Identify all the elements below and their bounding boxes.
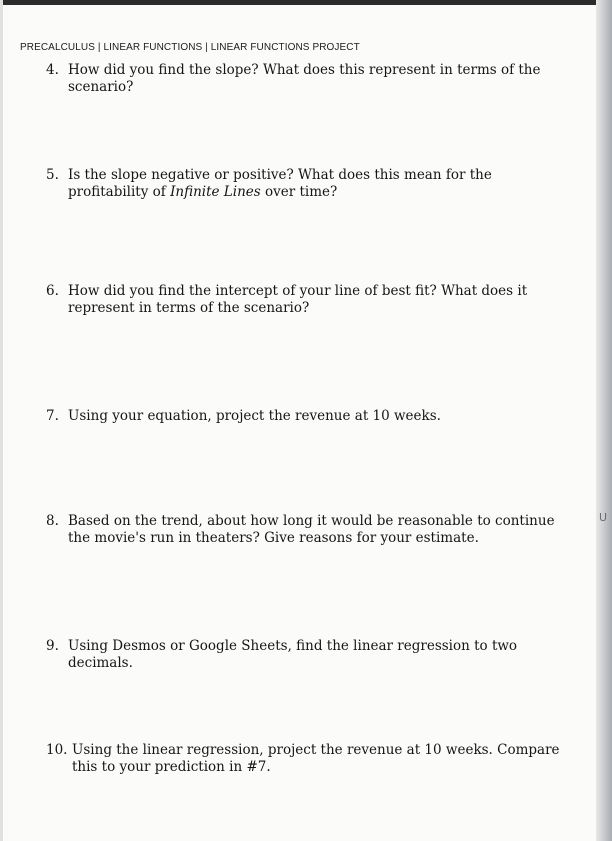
question-4	[46, 62, 576, 96]
page-header: PRECALCULUS | LINEAR FUNCTIONS | LINEAR FUNCTIONS PROJECT	[20, 42, 360, 53]
right-page-edge	[596, 0, 612, 841]
edge-mark: U	[599, 511, 608, 524]
question-text-start: Is the slope negative or positive? What does this mean for the profitability of	[68, 167, 492, 200]
question-number: 10.	[46, 742, 68, 758]
question-text: Based on the trend, about how long it would be reasonable to continue the movie's run in theaters? Give reasons for your estimate.	[68, 513, 555, 546]
question-number: 9.	[46, 638, 59, 654]
question-text: Using the linear regression, project the revenue at 10 weeks. Compare this to your prediction in #7.	[72, 742, 560, 775]
question-text: How did you find the intercept of your line of best fit? What does it represent in terms of the scenario?	[68, 283, 528, 316]
question-8	[46, 513, 576, 547]
question-6	[46, 283, 576, 317]
question-text: Using your equation, project the revenue at 10 weeks.	[68, 408, 441, 424]
question-9	[46, 638, 576, 672]
question-text	[68, 167, 576, 201]
question-text: Using Desmos or Google Sheets, find the linear regression to two decimals.	[68, 638, 518, 671]
movie-title: Infinite Lines	[170, 184, 261, 200]
question-text: How did you find the slope? What does this represent in terms of the scenario?	[68, 62, 541, 95]
question-number: 5.	[46, 167, 59, 183]
left-page-edge	[0, 0, 3, 841]
question-number: 8.	[46, 513, 59, 529]
question-number: 7.	[46, 408, 59, 424]
top-border	[0, 0, 612, 5]
question-10	[46, 742, 576, 776]
question-text-end: over time?	[260, 184, 338, 200]
question-5	[46, 167, 576, 201]
question-number: 6.	[46, 283, 59, 299]
question-number: 4.	[46, 62, 59, 78]
question-7	[46, 408, 576, 425]
